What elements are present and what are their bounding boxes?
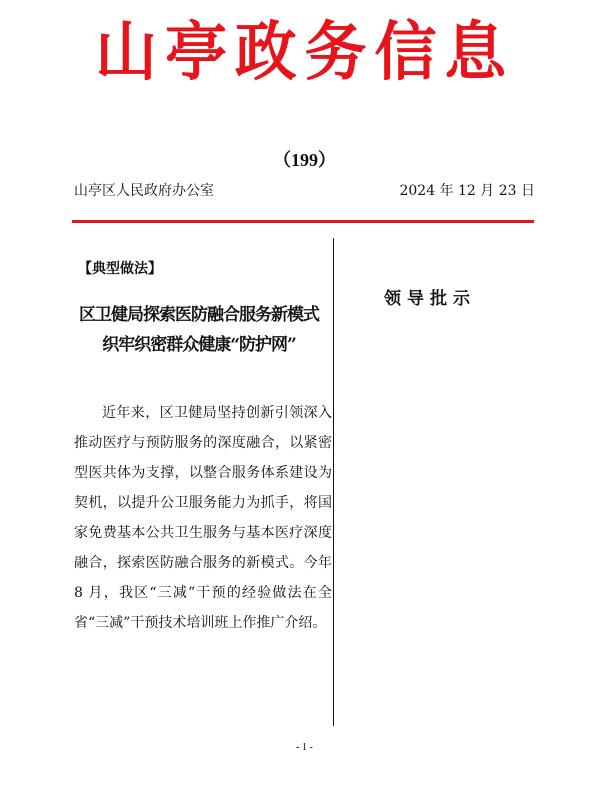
headline-line-2: 织牢织密群众健康“防护网” xyxy=(102,335,296,355)
issue-date: 2024 年 12 月 23 日 xyxy=(399,183,535,199)
red-divider-line xyxy=(72,220,534,223)
article-category: 【典型做法】 xyxy=(78,261,162,277)
issuer-name: 山亭区人民政府办公室 xyxy=(74,183,214,199)
page-number: - 1 - xyxy=(296,742,313,753)
leader-comments-title: 领导批示 xyxy=(384,289,476,309)
headline-line-1: 区卫健局探索医防融合服务新模式 xyxy=(79,305,319,325)
article-headline xyxy=(68,300,330,360)
column-divider xyxy=(333,238,334,726)
article-body: 近年来，区卫健局坚持创新引领深入推动医疗与预防服务的深度融合，以紧密型医共体为支撑，以整合服务体系建设为契机，以提升公卫服务能力为抓手，将国家免费基本公共卫生服务与基本医疗深度融合，探索医防融合服务的新模式。今年 8 月，我区“三减”干预的经验做法在全省“三减”干预技术培训班上作推广介绍。 xyxy=(74,405,332,631)
issue-number: （199） xyxy=(273,150,336,170)
masthead-title: 山亭政务信息 xyxy=(94,15,515,90)
